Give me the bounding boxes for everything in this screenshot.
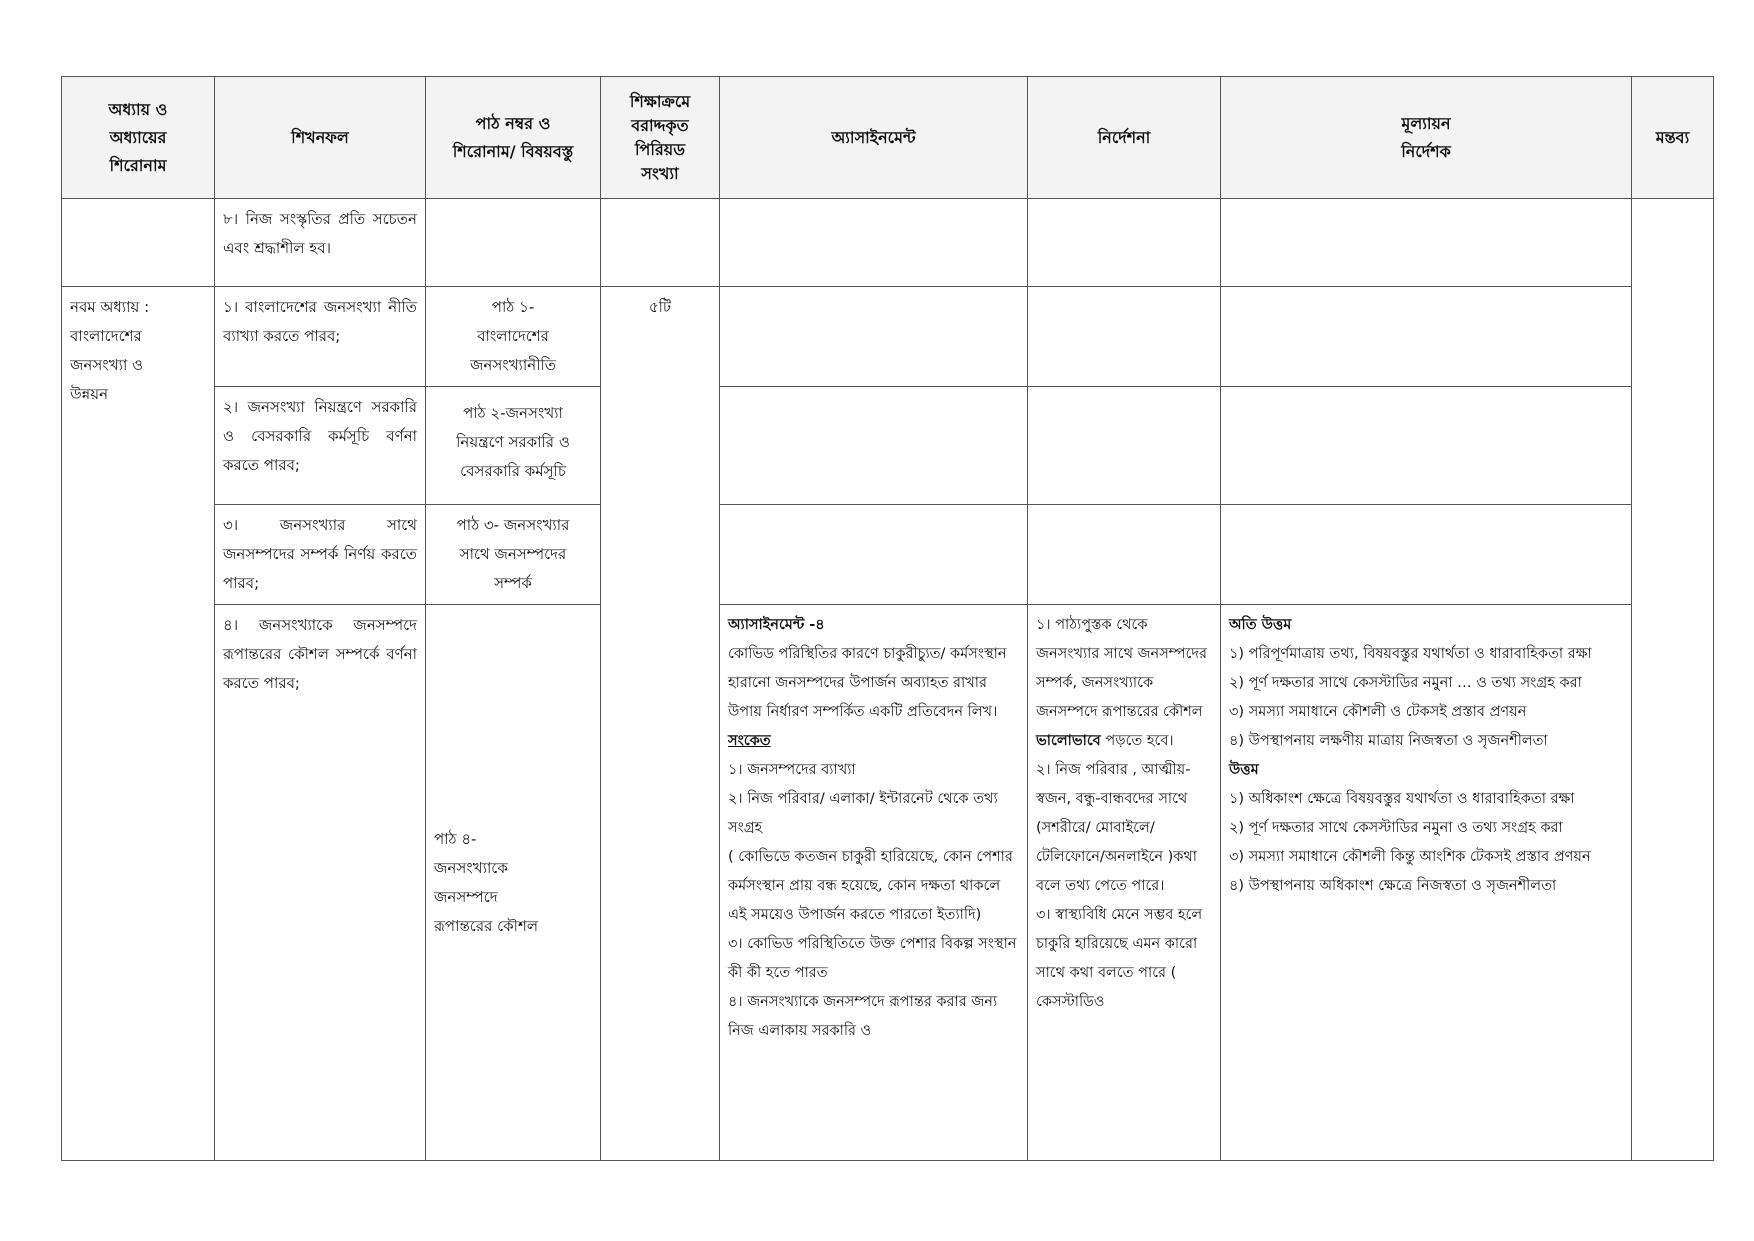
assignment-hint: ১। জনসম্পদের ব্যাখ্যা	[728, 762, 856, 778]
lesson-line: পাঠ ৪-	[434, 829, 477, 848]
instruction-text: পড়তে হবে।	[1105, 733, 1174, 749]
table-row-lesson-1	[62, 287, 1714, 387]
assignment-hint-title: সংকেত	[728, 733, 771, 749]
table-row-prev	[62, 199, 1714, 287]
cell-lesson-3	[426, 505, 601, 605]
evaluation-item: ১) অধিকাংশ ক্ষেত্রে বিষয়বস্তুর যথার্থতা ও ধারাবাহিকতা রক্ষা	[1229, 791, 1575, 807]
instruction-text: ১। পাঠ্যপুস্তক থেকে জনসংখ্যার সাথে জনসম্পদের সম্পর্ক, জনসংখ্যাকে জনসম্পদে রূপান্তরের কৌশল	[1036, 617, 1207, 720]
evaluation-good-title: উত্তম	[1229, 762, 1259, 778]
cell-chapter-prev	[62, 199, 215, 287]
lesson-line: পাঠ ২-জনসংখ্যা	[463, 404, 563, 422]
cell-lesson-4	[426, 605, 601, 1161]
assignment-hint: ৪। জনসংখ্যাকে জনসম্পদে রূপান্তর করার জন্য নিজ এলাকায় সরকারি ও	[728, 994, 998, 1039]
assignment-hint: ( কোভিডে কতজন চাকুরী হারিয়েছে, কোন পেশার কর্মসংস্থান প্রায় বন্ধ হয়েছে, কোন দক্ষতা থাকলে এই সময়েও উপার্জন করতে পারতো ইত্যাদি)	[728, 849, 1013, 923]
header-chapter-line: অধ্যায় ও	[108, 99, 168, 119]
chapter-title-line: বাংলাদেশের	[70, 327, 142, 345]
cell-assignment-1	[720, 287, 1028, 387]
cell-outcome-3: ৩। জনসংখ্যার সাথে জনসম্পদের সম্পর্ক নির্ণয় করতে পারব;	[215, 505, 426, 605]
evaluation-excellent-title: অতি উত্তম	[1229, 617, 1292, 633]
table-row-lesson-2	[62, 387, 1714, 505]
cell-instruction-prev	[1028, 199, 1221, 287]
assignment-hint: ২। নিজ পরিবার/ এলাকা/ ইন্টারনেট থেকে তথ্য সংগ্রহ	[728, 791, 998, 836]
lesson-line: রূপান্তরের কৌশল	[434, 916, 539, 935]
cell-remarks	[1632, 199, 1714, 1161]
header-periods-line: শিক্ষাক্রমে	[629, 91, 691, 111]
header-lesson-line: শিরোনাম/ বিষয়বস্তু	[452, 141, 574, 161]
cell-instruction-1	[1028, 287, 1221, 387]
evaluation-item: ২) পূর্ণ দক্ষতার সাথে কেসস্টাডির নমুনা ও তথ্য সংগ্রহ করা	[1229, 820, 1563, 836]
header-periods-line: সংখ্যা	[641, 163, 679, 183]
cell-periods-9: ৫টি	[601, 287, 720, 1161]
header-periods	[601, 77, 720, 199]
header-row	[62, 77, 1714, 199]
evaluation-item: ৩) সমস্যা সমাধানে কৌশলী কিন্তু আংশিক টেকসই প্রস্তাব প্রণয়ন	[1229, 849, 1591, 865]
lesson-line: জনসম্পদে	[434, 887, 498, 906]
cell-chapter-9	[62, 287, 215, 1161]
lesson-line: সম্পর্ক	[494, 574, 532, 592]
instruction-paragraph-1	[1036, 611, 1212, 756]
table-row-lesson-3	[62, 505, 1714, 605]
lesson-line: জনসংখ্যাকে	[434, 858, 508, 877]
header-assignment: অ্যাসাইনমেন্ট	[720, 77, 1028, 199]
cell-evaluation-3	[1221, 505, 1632, 605]
cell-evaluation-2	[1221, 387, 1632, 505]
cell-assignment-prev	[720, 199, 1028, 287]
lesson-line: পাঠ ৩- জনসংখ্যার	[456, 516, 570, 534]
evaluation-item: ৩) সমস্যা সমাধানে কৌশলী ও টেকসই প্রস্তাব প্রণয়ন	[1229, 704, 1527, 720]
assignment-task: কোভিড পরিস্থিতির কারণে চাকুরীচ্যুত/ কর্মসংস্থান হারানো জনসম্পদের উপার্জন অব্যাহত রাখার উপায় নির্ধারণ সম্পর্কিত একটি প্রতিবেদন লিখ।	[728, 646, 1007, 720]
cell-assignment-4	[720, 605, 1028, 1161]
cell-outcome-1: ১। বাংলাদেশের জনসংখ্যা নীতি ব্যাখ্যা করতে পারব;	[215, 287, 426, 387]
header-evaluation-line: মূল্যায়ন	[1401, 113, 1451, 133]
chapter-title-line: নবম অধ্যায় :	[70, 298, 150, 316]
header-chapter	[62, 77, 215, 199]
cell-evaluation-prev	[1221, 199, 1632, 287]
cell-evaluation-1	[1221, 287, 1632, 387]
lesson-line: নিয়ন্ত্রণে সরকারি ও	[456, 433, 570, 451]
header-evaluation-line: নির্দেশক	[1401, 141, 1451, 161]
cell-outcome-4: ৪। জনসংখ্যাকে জনসম্পদে রূপান্তরের কৌশল সম্পর্কে বর্ণনা করতে পারব;	[215, 605, 426, 1161]
evaluation-item: ২) পূর্ণ দক্ষতার সাথে কেসস্টাডির নমুনা … ও তথ্য সংগ্রহ করা	[1229, 675, 1582, 691]
lesson-line: পাঠ ১-	[491, 298, 535, 316]
cell-evaluation-4	[1221, 605, 1632, 1161]
cell-assignment-3	[720, 505, 1028, 605]
lesson-line: বেসরকারি কর্মসূচি	[460, 462, 566, 480]
header-chapter-line: শিরোনাম	[109, 155, 167, 175]
evaluation-item: ৪) উপস্থাপনায় লক্ষণীয় মাত্রায় নিজস্বতা ও সৃজনশীলতা	[1229, 733, 1548, 749]
evaluation-item: ৪) উপস্থাপনায় অধিকাংশ ক্ষেত্রে নিজস্বতা ও সৃজনশীলতা	[1229, 878, 1557, 894]
assignment-title: অ্যাসাইনমেন্ট -৪	[728, 617, 825, 633]
header-chapter-line: অধ্যায়ের	[109, 127, 167, 147]
instruction-paragraph-2: ২। নিজ পরিবার , আত্মীয়-স্বজন, বন্ধু-বান্ধবদের সাথে (সশরীরে/ মোবাইলে/ টেলিফোনে/অনলাইনে )কথা বলে তথ্য পেতে পারে।	[1036, 762, 1197, 894]
cell-outcome-8: ৮। নিজ সংস্কৃতির প্রতি সচেতন এবং শ্রদ্ধাশীল হব।	[215, 199, 426, 287]
header-lesson	[426, 77, 601, 199]
lesson-line: বাংলাদেশের	[477, 327, 549, 345]
cell-instruction-3	[1028, 505, 1221, 605]
header-remarks: মন্তব্য	[1632, 77, 1714, 199]
instruction-emphasis: ভালোভাবে	[1036, 733, 1101, 749]
cell-lesson-prev	[426, 199, 601, 287]
header-periods-line: পিরিয়ড	[634, 139, 686, 159]
header-outcome: শিখনফল	[215, 77, 426, 199]
table-row-lesson-4	[62, 605, 1714, 1161]
cell-instruction-4	[1028, 605, 1221, 1161]
evaluation-item: ১) পরিপূর্ণমাত্রায় তথ্য, বিষয়বস্তুর যথার্থতা ও ধারাবাহিকতা রক্ষা	[1229, 646, 1592, 662]
lesson-plan-table	[61, 76, 1714, 1161]
cell-periods-prev	[601, 199, 720, 287]
header-instruction: নির্দেশনা	[1028, 77, 1221, 199]
header-periods-line: বরাদ্দকৃত	[631, 115, 689, 135]
lesson-line: সাথে জনসম্পদের	[459, 545, 567, 563]
chapter-title-line: জনসংখ্যা ও	[70, 356, 144, 374]
lesson-line: জনসংখ্যানীতি	[469, 356, 557, 374]
cell-outcome-2: ২। জনসংখ্যা নিয়ন্ত্রণে সরকারি ও বেসরকারি কর্মসূচি বর্ণনা করতে পারব;	[215, 387, 426, 505]
assignment-hint: ৩। কোভিড পরিস্থিতিতে উক্ত পেশার বিকল্প সংস্থান কী কী হতে পারত	[728, 936, 1017, 981]
header-evaluation	[1221, 77, 1632, 199]
instruction-paragraph-3: ৩। স্বাস্থ্যবিধি মেনে সম্ভব হলে চাকুরি হারিয়েছে এমন কারো সাথে কথা বলতে পারে ( কেসস্টাডিও	[1036, 907, 1203, 1010]
cell-lesson-2	[426, 387, 601, 505]
header-lesson-line: পাঠ নম্বর ও	[475, 113, 551, 133]
cell-assignment-2	[720, 387, 1028, 505]
cell-lesson-1	[426, 287, 601, 387]
chapter-title-line: উন্নয়ন	[70, 385, 109, 403]
cell-instruction-2	[1028, 387, 1221, 505]
